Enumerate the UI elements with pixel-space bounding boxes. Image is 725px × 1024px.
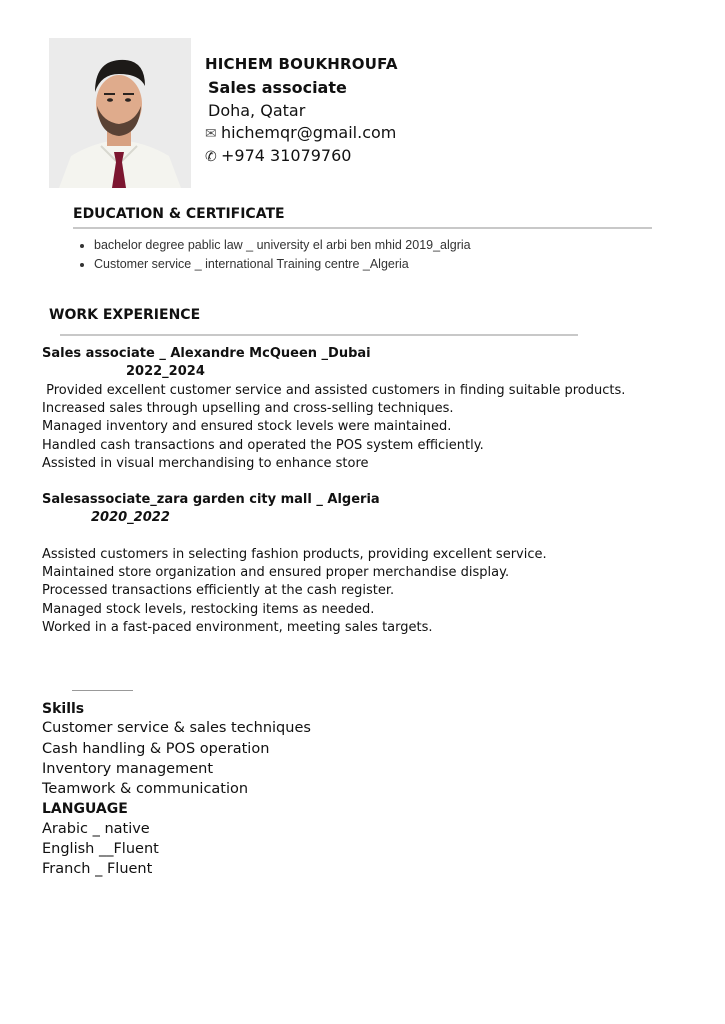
job-duties: [42, 382, 625, 473]
email-line: [205, 123, 396, 142]
duty-item: Maintained store organization and ensured proper merchandise display.: [42, 565, 510, 581]
language-item: English __Fluent: [42, 841, 159, 857]
candidate-name: HICHEM BOUKHROUFA: [205, 55, 398, 73]
skill-item: Customer service & sales techniques: [42, 720, 311, 736]
phone-line: [205, 146, 351, 165]
job-period: 2020_2022: [91, 510, 170, 525]
work-heading: WORK EXPERIENCE: [49, 307, 201, 323]
language-item: Arabic _ native: [42, 821, 150, 837]
envelope-icon: ✉: [205, 126, 217, 142]
skills-divider: [72, 690, 133, 691]
language-heading: LANGUAGE: [42, 801, 128, 817]
skill-item: Teamwork & communication: [42, 781, 249, 797]
education-item: • bachelor degree pablic law _ university el arbi ben mhid 2019_algria: [94, 236, 471, 255]
job-role: Sales associate: [208, 78, 347, 97]
location: Doha, Qatar: [208, 101, 306, 120]
email-address[interactable]: hichemqr@gmail.com: [221, 123, 397, 142]
job-duties: [42, 546, 547, 637]
work-divider: [60, 334, 578, 336]
duty-item: Provided excellent customer service and assisted customers in finding suitable products.: [42, 383, 626, 398]
skill-item: Inventory management: [42, 761, 213, 777]
duty-item: Assisted customers in selecting fashion products, providing excellent service.: [42, 547, 547, 562]
job-title: Sales associate _ Alexandre McQueen _Dubai: [42, 346, 371, 361]
education-divider: [73, 227, 652, 229]
skill-item: Cash handling & POS operation: [42, 741, 270, 757]
skills-heading: Skills: [42, 701, 85, 717]
duty-item: Worked in a fast-paced environment, meeting sales targets.: [42, 619, 433, 635]
language-item: Franch _ Fluent: [42, 861, 153, 877]
phone-icon: ✆: [205, 149, 217, 165]
duty-item: Assisted in visual merchandising to enhance store: [42, 455, 369, 471]
education-list: [74, 236, 471, 274]
job-period: 2022_2024: [126, 364, 205, 379]
duty-item: Increased sales through upselling and cross-selling techniques.: [42, 401, 454, 417]
profile-photo: [49, 38, 191, 188]
duty-item: Handled cash transactions and operated the POS system efficiently.: [42, 437, 484, 453]
job-title: Salesassociate_zara garden city mall _ Algeria: [42, 492, 380, 507]
education-item: • Customer service _ international Training centre _Algeria: [94, 255, 471, 274]
phone-number[interactable]: +974 31079760: [221, 146, 352, 165]
education-heading: EDUCATION & CERTIFICATE: [73, 206, 285, 222]
duty-item: Managed inventory and ensured stock levels were maintained.: [42, 419, 452, 435]
duty-item: Managed stock levels, restocking items as needed.: [42, 601, 375, 617]
duty-item: Processed transactions efficiently at the cash register.: [42, 583, 395, 599]
